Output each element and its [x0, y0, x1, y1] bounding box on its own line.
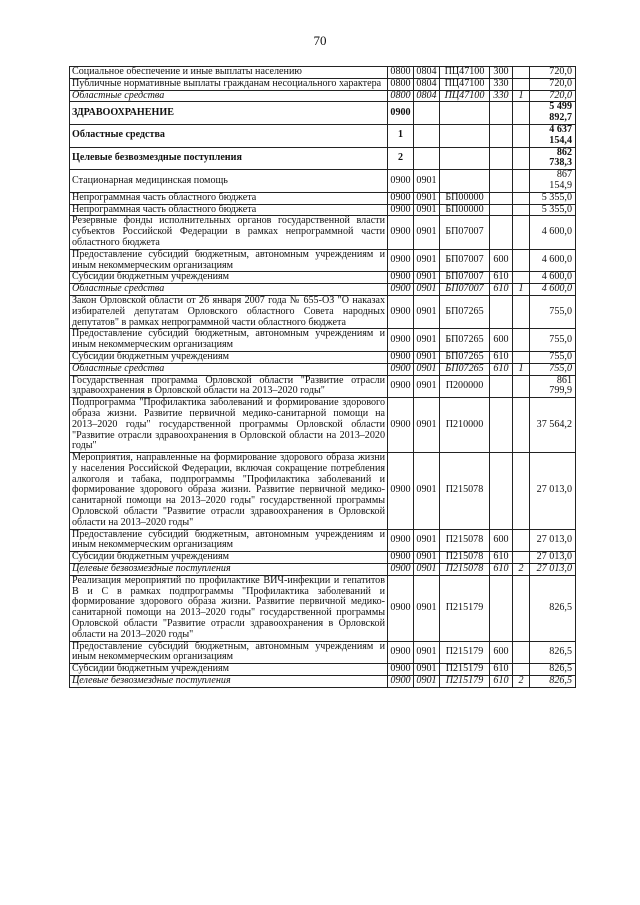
expense-type-cell: 600 [490, 249, 513, 272]
row-name-cell: Субсидии бюджетным учреждениям [70, 351, 388, 363]
subsection-code-cell: 0901 [414, 272, 440, 284]
target-article-cell: БП00000 [440, 204, 490, 216]
section-code-cell: 0900 [388, 249, 414, 272]
funding-source-cell: 2 [513, 564, 530, 576]
expense-type-cell [490, 375, 513, 398]
subsection-code-cell: 0901 [414, 329, 440, 352]
row-name-cell: Областные средства [70, 124, 388, 147]
expense-type-cell [490, 192, 513, 204]
table-row [70, 124, 576, 147]
row-name-cell: Областные средства [70, 363, 388, 375]
row-name-cell: Областные средства [70, 90, 388, 102]
amount-cell: 4 600,0 [530, 284, 576, 296]
section-code-cell: 0900 [388, 102, 414, 125]
section-code-cell: 0900 [388, 552, 414, 564]
table-row [70, 529, 576, 552]
expense-type-cell: 600 [490, 641, 513, 664]
table-row [70, 102, 576, 125]
target-article-cell: БП07265 [440, 295, 490, 328]
target-article-cell: БП07265 [440, 363, 490, 375]
expense-type-cell: 610 [490, 284, 513, 296]
funding-source-cell [513, 78, 530, 90]
subsection-code-cell: 0804 [414, 90, 440, 102]
subsection-code-cell: 0901 [414, 216, 440, 249]
amount-cell: 27 013,0 [530, 453, 576, 530]
section-code-cell: 0900 [388, 375, 414, 398]
table-row [70, 453, 576, 530]
amount-cell: 755,0 [530, 329, 576, 352]
row-name-cell: Резервные фонды исполнительных органов государственной власти субъектов Российской Федерации в рамках непрограммной части областного бюджета [70, 216, 388, 249]
row-name-cell: Социальное обеспечение и иные выплаты населению [70, 67, 388, 79]
section-code-cell: 0900 [388, 216, 414, 249]
section-code-cell: 0900 [388, 295, 414, 328]
funding-source-cell: 1 [513, 363, 530, 375]
funding-source-cell [513, 272, 530, 284]
section-code-cell: 1 [388, 124, 414, 147]
expense-type-cell: 610 [490, 363, 513, 375]
table-row [70, 295, 576, 328]
funding-source-cell [513, 329, 530, 352]
target-article-cell: П215179 [440, 641, 490, 664]
row-name-cell: Закон Орловской области от 26 января 2007 года № 655-ОЗ "О наказах избирателей депутатам Орловского областного Совета народных депутатов" в рамках непрограммной части областного бюджета [70, 295, 388, 328]
amount-cell: 5 499 892,7 [530, 102, 576, 125]
section-code-cell: 0900 [388, 192, 414, 204]
subsection-code-cell [414, 124, 440, 147]
expense-type-cell [490, 124, 513, 147]
expense-type-cell: 610 [490, 351, 513, 363]
funding-source-cell [513, 529, 530, 552]
row-name-cell: Мероприятия, направленные на формирование здорового образа жизни у населения Российской Федерации, включая сокращение потребления алкоголя и табака, подпрограммы "Профилактика заболеваний и формирование здорового образа жизни. Развитие первичной медико-санитарной помощи на 2013–2020 годы" государственной программы Орловской области "Развитие отрасли здравоохранения в Орловской области на 2013–2020 годы" [70, 453, 388, 530]
table-row [70, 147, 576, 170]
table-row [70, 641, 576, 664]
subsection-code-cell: 0901 [414, 351, 440, 363]
funding-source-cell [513, 351, 530, 363]
subsection-code-cell: 0901 [414, 398, 440, 453]
expense-type-cell: 610 [490, 564, 513, 576]
amount-cell: 862 738,3 [530, 147, 576, 170]
funding-source-cell [513, 124, 530, 147]
section-code-cell: 0900 [388, 272, 414, 284]
target-article-cell: БП07265 [440, 351, 490, 363]
expense-type-cell: 600 [490, 529, 513, 552]
section-code-cell: 0900 [388, 641, 414, 664]
table-row [70, 564, 576, 576]
amount-cell: 826,5 [530, 664, 576, 676]
funding-source-cell [513, 204, 530, 216]
row-name-cell: Предоставление субсидий бюджетным, автономным учреждениям и иным некоммерческим организациям [70, 329, 388, 352]
subsection-code-cell: 0901 [414, 249, 440, 272]
target-article-cell: БП07007 [440, 284, 490, 296]
table-row [70, 676, 576, 688]
expense-type-cell: 330 [490, 78, 513, 90]
table-row [70, 552, 576, 564]
row-name-cell: Целевые безвозмездные поступления [70, 676, 388, 688]
expense-type-cell: 300 [490, 67, 513, 79]
subsection-code-cell: 0901 [414, 284, 440, 296]
subsection-code-cell: 0901 [414, 575, 440, 641]
funding-source-cell [513, 147, 530, 170]
amount-cell: 4 600,0 [530, 249, 576, 272]
subsection-code-cell: 0901 [414, 564, 440, 576]
target-article-cell: БП00000 [440, 192, 490, 204]
funding-source-cell [513, 664, 530, 676]
table-row [70, 375, 576, 398]
section-code-cell: 0900 [388, 351, 414, 363]
section-code-cell: 0900 [388, 170, 414, 193]
expense-type-cell [490, 295, 513, 328]
target-article-cell: П215078 [440, 453, 490, 530]
section-code-cell: 0800 [388, 90, 414, 102]
subsection-code-cell: 0901 [414, 363, 440, 375]
amount-cell: 867 154,9 [530, 170, 576, 193]
table-row [70, 67, 576, 79]
funding-source-cell: 1 [513, 284, 530, 296]
row-name-cell: Подпрограмма "Профилактика заболеваний и формирование здорового образа жизни. Развитие первичной медико-санитарной помощи на 2013–2020 годы" государственной программы Орловской области "Развитие отрасли здравоохранения в Орловской области на 2013–2020 годы" [70, 398, 388, 453]
row-name-cell: Стационарная медицинская помощь [70, 170, 388, 193]
subsection-code-cell: 0901 [414, 204, 440, 216]
section-code-cell: 0900 [388, 398, 414, 453]
table-row [70, 664, 576, 676]
row-name-cell: ЗДРАВООХРАНЕНИЕ [70, 102, 388, 125]
row-name-cell: Непрограммная часть областного бюджета [70, 192, 388, 204]
expense-type-cell [490, 575, 513, 641]
table-row [70, 351, 576, 363]
funding-source-cell [513, 575, 530, 641]
section-code-cell: 0900 [388, 564, 414, 576]
row-name-cell: Субсидии бюджетным учреждениям [70, 272, 388, 284]
expense-type-cell [490, 102, 513, 125]
budget-table [69, 66, 576, 688]
page-number: 70 [313, 33, 327, 48]
section-code-cell: 2 [388, 147, 414, 170]
subsection-code-cell: 0901 [414, 375, 440, 398]
target-article-cell: БП07007 [440, 216, 490, 249]
subsection-code-cell: 0804 [414, 78, 440, 90]
section-code-cell: 0900 [388, 575, 414, 641]
subsection-code-cell: 0901 [414, 664, 440, 676]
target-article-cell: БП07265 [440, 329, 490, 352]
section-code-cell: 0900 [388, 529, 414, 552]
target-article-cell: П215078 [440, 552, 490, 564]
subsection-code-cell: 0901 [414, 529, 440, 552]
amount-cell: 5 355,0 [530, 204, 576, 216]
row-name-cell: Реализация мероприятий по профилактике ВИЧ-инфекции и гепатитов В и С в рамках подпрограммы "Профилактика заболеваний и формирование здорового образа жизни. Развитие первичной медико-санитарной помощи на 2013–2020 годы" государственной программы Орловской области "Развитие отрасли здравоохранения в Орловской области на 2013–2020 годы" [70, 575, 388, 641]
funding-source-cell [513, 170, 530, 193]
target-article-cell: П215078 [440, 564, 490, 576]
amount-cell: 720,0 [530, 90, 576, 102]
section-code-cell: 0800 [388, 67, 414, 79]
funding-source-cell [513, 453, 530, 530]
table-row [70, 78, 576, 90]
funding-source-cell [513, 398, 530, 453]
subsection-code-cell: 0901 [414, 170, 440, 193]
row-name-cell: Предоставление субсидий бюджетным, автономным учреждениям и иным некоммерческим организациям [70, 249, 388, 272]
amount-cell: 4 637 154,4 [530, 124, 576, 147]
row-name-cell: Публичные нормативные выплаты гражданам несоциального характера [70, 78, 388, 90]
section-code-cell: 0900 [388, 284, 414, 296]
subsection-code-cell: 0901 [414, 676, 440, 688]
amount-cell: 720,0 [530, 67, 576, 79]
amount-cell: 27 013,0 [530, 564, 576, 576]
funding-source-cell [513, 295, 530, 328]
table-row [70, 363, 576, 375]
row-name-cell: Предоставление субсидий бюджетным, автономным учреждениям и иным некоммерческим организациям [70, 641, 388, 664]
amount-cell: 755,0 [530, 363, 576, 375]
expense-type-cell [490, 170, 513, 193]
expense-type-cell [490, 453, 513, 530]
expense-type-cell [490, 147, 513, 170]
section-code-cell: 0800 [388, 78, 414, 90]
target-article-cell: П210000 [440, 398, 490, 453]
funding-source-cell [513, 552, 530, 564]
funding-source-cell [513, 249, 530, 272]
row-name-cell: Субсидии бюджетным учреждениям [70, 552, 388, 564]
target-article-cell: П215179 [440, 575, 490, 641]
row-name-cell: Субсидии бюджетным учреждениям [70, 664, 388, 676]
funding-source-cell: 1 [513, 90, 530, 102]
table-row [70, 90, 576, 102]
expense-type-cell: 610 [490, 272, 513, 284]
table-row [70, 575, 576, 641]
table-row [70, 272, 576, 284]
table-row [70, 284, 576, 296]
table-row [70, 192, 576, 204]
expense-type-cell: 330 [490, 90, 513, 102]
row-name-cell: Целевые безвозмездные поступления [70, 564, 388, 576]
subsection-code-cell: 0901 [414, 295, 440, 328]
funding-source-cell [513, 67, 530, 79]
target-article-cell [440, 102, 490, 125]
amount-cell: 826,5 [530, 575, 576, 641]
expense-type-cell: 610 [490, 664, 513, 676]
target-article-cell: БП07007 [440, 272, 490, 284]
section-code-cell: 0900 [388, 453, 414, 530]
target-article-cell [440, 124, 490, 147]
expense-type-cell: 600 [490, 329, 513, 352]
amount-cell: 826,5 [530, 641, 576, 664]
funding-source-cell [513, 641, 530, 664]
funding-source-cell [513, 375, 530, 398]
table-row [70, 249, 576, 272]
target-article-cell [440, 170, 490, 193]
amount-cell: 27 013,0 [530, 529, 576, 552]
target-article-cell: ПЦ47100 [440, 78, 490, 90]
section-code-cell: 0900 [388, 329, 414, 352]
target-article-cell: П215179 [440, 664, 490, 676]
target-article-cell: ПЦ47100 [440, 90, 490, 102]
subsection-code-cell [414, 102, 440, 125]
table-row [70, 170, 576, 193]
row-name-cell: Целевые безвозмездные поступления [70, 147, 388, 170]
target-article-cell: БП07007 [440, 249, 490, 272]
row-name-cell: Государственная программа Орловской области "Развитие отрасли здравоохранения в Орловской области на 2013–2020 годы" [70, 375, 388, 398]
table-row [70, 329, 576, 352]
amount-cell: 27 013,0 [530, 552, 576, 564]
section-code-cell: 0900 [388, 363, 414, 375]
amount-cell: 861 799,9 [530, 375, 576, 398]
expense-type-cell: 610 [490, 552, 513, 564]
subsection-code-cell [414, 147, 440, 170]
table-row [70, 216, 576, 249]
section-code-cell: 0900 [388, 664, 414, 676]
subsection-code-cell: 0901 [414, 192, 440, 204]
table-row [70, 398, 576, 453]
amount-cell: 755,0 [530, 295, 576, 328]
amount-cell: 755,0 [530, 351, 576, 363]
subsection-code-cell: 0901 [414, 552, 440, 564]
target-article-cell: П215179 [440, 676, 490, 688]
target-article-cell: ПЦ47100 [440, 67, 490, 79]
target-article-cell [440, 147, 490, 170]
subsection-code-cell: 0901 [414, 641, 440, 664]
subsection-code-cell: 0804 [414, 67, 440, 79]
subsection-code-cell: 0901 [414, 453, 440, 530]
amount-cell: 5 355,0 [530, 192, 576, 204]
amount-cell: 4 600,0 [530, 216, 576, 249]
funding-source-cell [513, 102, 530, 125]
row-name-cell: Областные средства [70, 284, 388, 296]
row-name-cell: Предоставление субсидий бюджетным, автономным учреждениям и иным некоммерческим организациям [70, 529, 388, 552]
amount-cell: 4 600,0 [530, 272, 576, 284]
amount-cell: 826,5 [530, 676, 576, 688]
funding-source-cell [513, 192, 530, 204]
funding-source-cell: 2 [513, 676, 530, 688]
funding-source-cell [513, 216, 530, 249]
section-code-cell: 0900 [388, 204, 414, 216]
expense-type-cell [490, 216, 513, 249]
row-name-cell: Непрограммная часть областного бюджета [70, 204, 388, 216]
expense-type-cell [490, 398, 513, 453]
target-article-cell: П200000 [440, 375, 490, 398]
amount-cell: 720,0 [530, 78, 576, 90]
amount-cell: 37 564,2 [530, 398, 576, 453]
target-article-cell: П215078 [440, 529, 490, 552]
expense-type-cell [490, 204, 513, 216]
table-row [70, 204, 576, 216]
expense-type-cell: 610 [490, 676, 513, 688]
section-code-cell: 0900 [388, 676, 414, 688]
